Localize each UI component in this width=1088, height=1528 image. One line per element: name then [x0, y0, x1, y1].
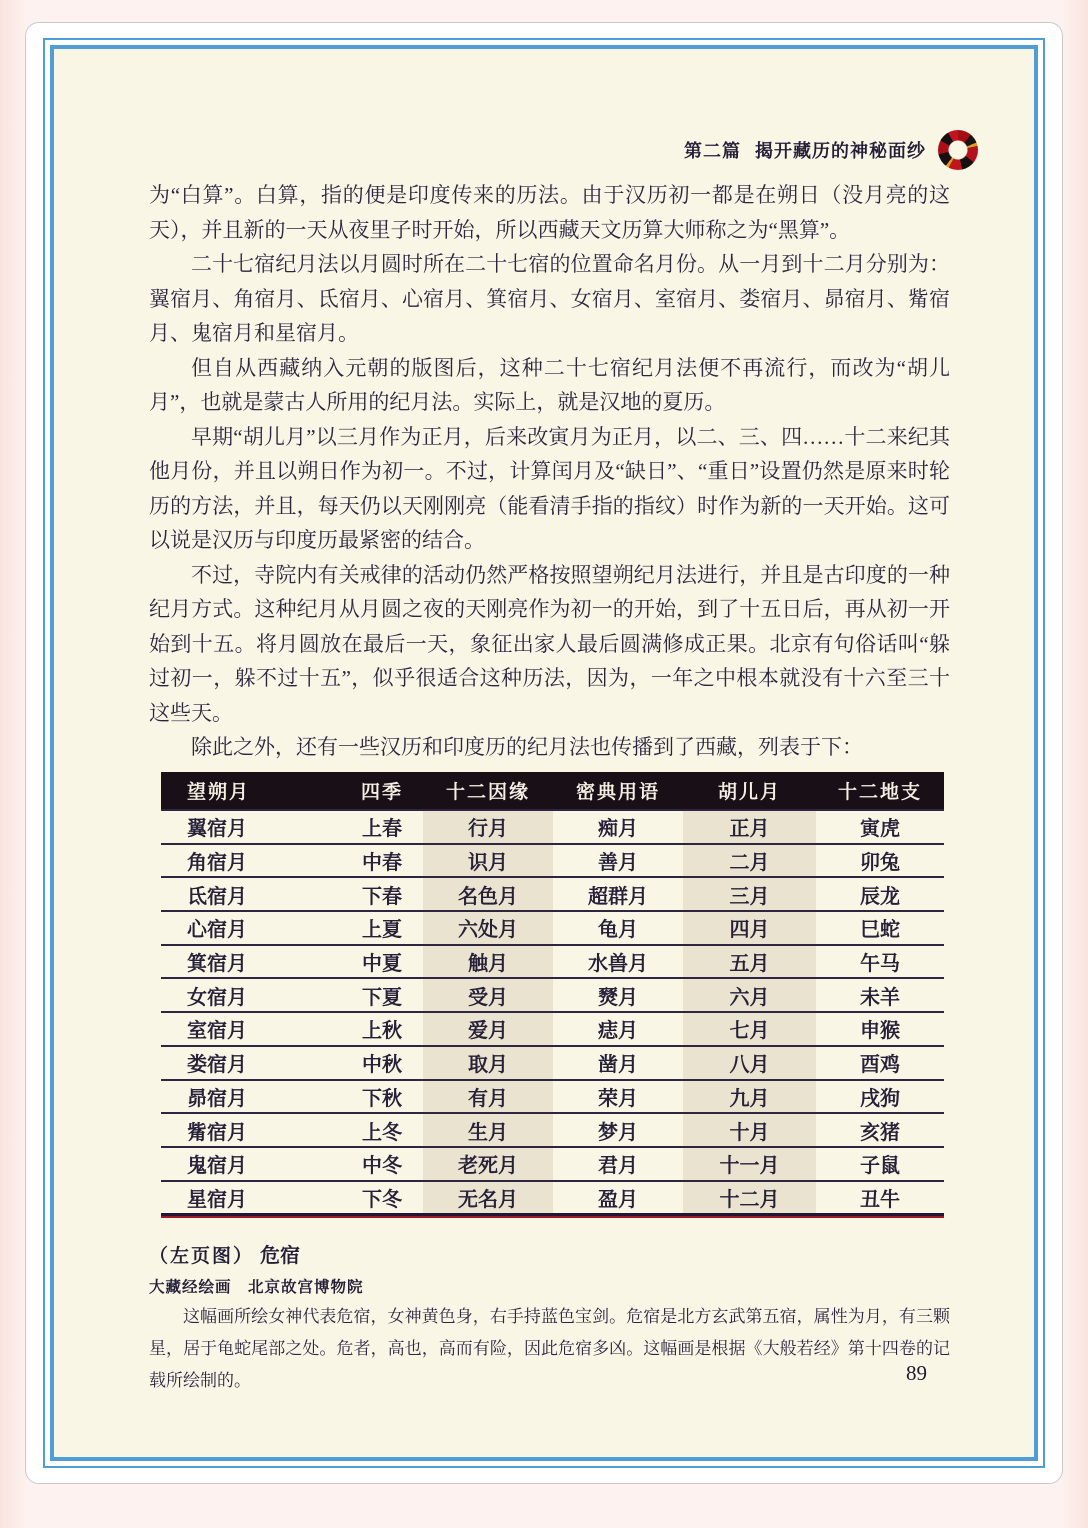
table-cell: 有月 [423, 1080, 553, 1114]
table-cell: 寅虎 [816, 810, 944, 844]
table-cell: 中春 [341, 844, 423, 878]
table-cell: 痣月 [553, 1012, 683, 1046]
table-cell: 亥猪 [816, 1113, 944, 1147]
table-cell: 女宿月 [161, 978, 341, 1012]
body-text [149, 178, 950, 765]
table-row [161, 844, 944, 878]
table-cell: 生月 [423, 1113, 553, 1147]
column-header: 十二因缘 [423, 772, 553, 810]
table-cell: 卯兔 [816, 844, 944, 878]
table-cell: 正月 [683, 810, 816, 844]
table-cell: 君月 [553, 1147, 683, 1181]
table-cell: 六处月 [423, 911, 553, 945]
table-cell: 角宿月 [161, 844, 341, 878]
table-cell: 下春 [341, 877, 423, 911]
table-cell: 识月 [423, 844, 553, 878]
column-header: 密典用语 [553, 772, 683, 810]
table-cell: 四月 [683, 911, 816, 945]
paragraph: 但自从西藏纳入元朝的版图后，这种二十七宿纪月法便不再流行，而改为“胡儿月”，也就是蒙古人所用的纪月法。实际上，就是汉地的夏历。 [149, 355, 950, 414]
table-cell: 受月 [423, 978, 553, 1012]
table-cell: 老死月 [423, 1147, 553, 1181]
table-cell: 上秋 [341, 1012, 423, 1046]
table-row [161, 877, 944, 911]
table-cell: 九月 [683, 1080, 816, 1114]
table-cell: 昴宿月 [161, 1080, 341, 1114]
table-cell: 星宿月 [161, 1181, 341, 1215]
table-cell: 上春 [341, 810, 423, 844]
table-row [161, 810, 944, 844]
chapter-title: 揭开藏历的神秘面纱 [755, 141, 926, 161]
table-cell: 箕宿月 [161, 945, 341, 979]
table-cell: 心宿月 [161, 911, 341, 945]
table-row [161, 1147, 944, 1181]
paragraph: 早期“胡儿月”以三月作为正月，后来改寅月为正月，以二、三、四……十二来纪其他月份，并且以朔日作为初一。不过，计算闰月及“缺日”、“重日”设置仍然是原来时轮历的方法，并且，每天仍以天刚刚亮（能看清手指的指纹）时作为新的一天开始。这可以说是汉历与印度历最紧密的结合。 [149, 424, 950, 552]
table-cell: 申猴 [816, 1012, 944, 1046]
table-row [161, 945, 944, 979]
table-cell: 二月 [683, 844, 816, 878]
table-cell: 盈月 [553, 1181, 683, 1215]
table-cell: 名色月 [423, 877, 553, 911]
table-cell: 上冬 [341, 1113, 423, 1147]
months-table [161, 772, 944, 1218]
table-row [161, 1113, 944, 1147]
table-cell: 五月 [683, 945, 816, 979]
table-cell: 丑牛 [816, 1181, 944, 1215]
column-header: 十二地支 [816, 772, 944, 810]
table-cell: 下夏 [341, 978, 423, 1012]
table-cell: 取月 [423, 1046, 553, 1080]
table-cell: 无名月 [423, 1181, 553, 1215]
table-cell: 觜宿月 [161, 1113, 341, 1147]
caption-note: 这幅画所绘女神代表危宿，女神黄色身，右手持蓝色宝剑。危宿是北方玄武第五宿，属性为月，有三颗星，居于龟蛇尾部之处。危者，高也，高而有险，因此危宿多凶。这幅画是根据《大般若经》第十四卷的记载所绘制的。 [149, 1307, 950, 1390]
table-row [161, 911, 944, 945]
table-cell: 行月 [423, 810, 553, 844]
table-cell: 梦月 [553, 1113, 683, 1147]
table-cell: 三月 [683, 877, 816, 911]
table-cell: 翼宿月 [161, 810, 341, 844]
page-card [25, 22, 1063, 1484]
table-cell: 子鼠 [816, 1147, 944, 1181]
table-row [161, 1181, 944, 1215]
running-head [684, 130, 978, 170]
paragraph: 不过，寺院内有关戒律的活动仍然严格按照望朔纪月法进行，并且是古印度的一种纪月方式。这种纪月从月圆之夜的天刚亮作为初一的开始，到了十五日后，再从初一开始到十五。将月圆放在最后一天，象征出家人最后圆满修成正果。北京有句俗话叫“躲过初一，躲不过十五”，似乎很适合这种历法，因为，一年之中根本就没有十六至三十这些天。 [149, 562, 950, 725]
table-cell: 燹月 [553, 978, 683, 1012]
caption-title: 危宿 [260, 1245, 301, 1267]
page-number: 89 [906, 1361, 927, 1385]
paragraph: 二十七宿纪月法以月圆时所在二十七宿的位置命名月份。从一月到十二月分别为：翼宿月、角宿月、氐宿月、心宿月、箕宿月、女宿月、室宿月、娄宿月、昴宿月、觜宿月、鬼宿月和星宿月。 [149, 252, 950, 345]
table-cell: 触月 [423, 945, 553, 979]
table-cell: 痴月 [553, 810, 683, 844]
table-cell: 辰龙 [816, 877, 944, 911]
table-cell: 善月 [553, 844, 683, 878]
column-header: 望朔月 [161, 772, 341, 810]
running-head-text [684, 137, 926, 163]
caption-label: （左页图） [149, 1246, 255, 1267]
table-cell: 下秋 [341, 1080, 423, 1114]
table-cell: 室宿月 [161, 1012, 341, 1046]
table-cell: 六月 [683, 978, 816, 1012]
table-row [161, 1046, 944, 1080]
table-cell: 娄宿月 [161, 1046, 341, 1080]
section-label: 第二篇 [684, 141, 741, 161]
table-cell: 鬼宿月 [161, 1147, 341, 1181]
paragraph: 除此之外，还有一些汉历和印度历的纪月法也传播到了西藏，列表于下： [191, 735, 863, 759]
table-cell: 中夏 [341, 945, 423, 979]
table-cell: 下冬 [341, 1181, 423, 1215]
table-cell: 十二月 [683, 1181, 816, 1215]
column-header: 四季 [341, 772, 423, 810]
table-cell: 中冬 [341, 1147, 423, 1181]
table-cell: 午马 [816, 945, 944, 979]
table-row [161, 1080, 944, 1114]
caption-credit: 大藏经绘画 北京故宫博物院 [149, 1279, 364, 1296]
table-row [161, 978, 944, 1012]
inner-blue-frame [50, 45, 1038, 1461]
table-cell: 上夏 [341, 911, 423, 945]
table-cell: 未羊 [816, 978, 944, 1012]
table-cell: 巳蛇 [816, 911, 944, 945]
page-content [54, 49, 1034, 1457]
table-header-row [161, 772, 944, 810]
table-row [161, 1012, 944, 1046]
table-cell: 戌狗 [816, 1080, 944, 1114]
table-cell: 七月 [683, 1012, 816, 1046]
beaded-ring-icon [938, 130, 978, 170]
table-cell: 水兽月 [553, 945, 683, 979]
table-cell: 酉鸡 [816, 1046, 944, 1080]
table-cell: 龟月 [553, 911, 683, 945]
table-cell: 十一月 [683, 1147, 816, 1181]
table-cell: 荣月 [553, 1080, 683, 1114]
table-cell: 八月 [683, 1046, 816, 1080]
caption-heading [149, 1239, 300, 1268]
table-cell: 氐宿月 [161, 877, 341, 911]
table-cell: 爱月 [423, 1012, 553, 1046]
column-header: 胡儿月 [683, 772, 816, 810]
table-cell: 十月 [683, 1113, 816, 1147]
paragraph: 为“白算”。白算，指的便是印度传来的历法。由于汉历初一都是在朔日（没月亮的这天），并且新的一天从夜里子时开始，所以西藏天文历算大师称之为“黑算”。 [149, 183, 950, 242]
table-cell: 超群月 [553, 877, 683, 911]
table-cell: 凿月 [553, 1046, 683, 1080]
table-cell: 中秋 [341, 1046, 423, 1080]
